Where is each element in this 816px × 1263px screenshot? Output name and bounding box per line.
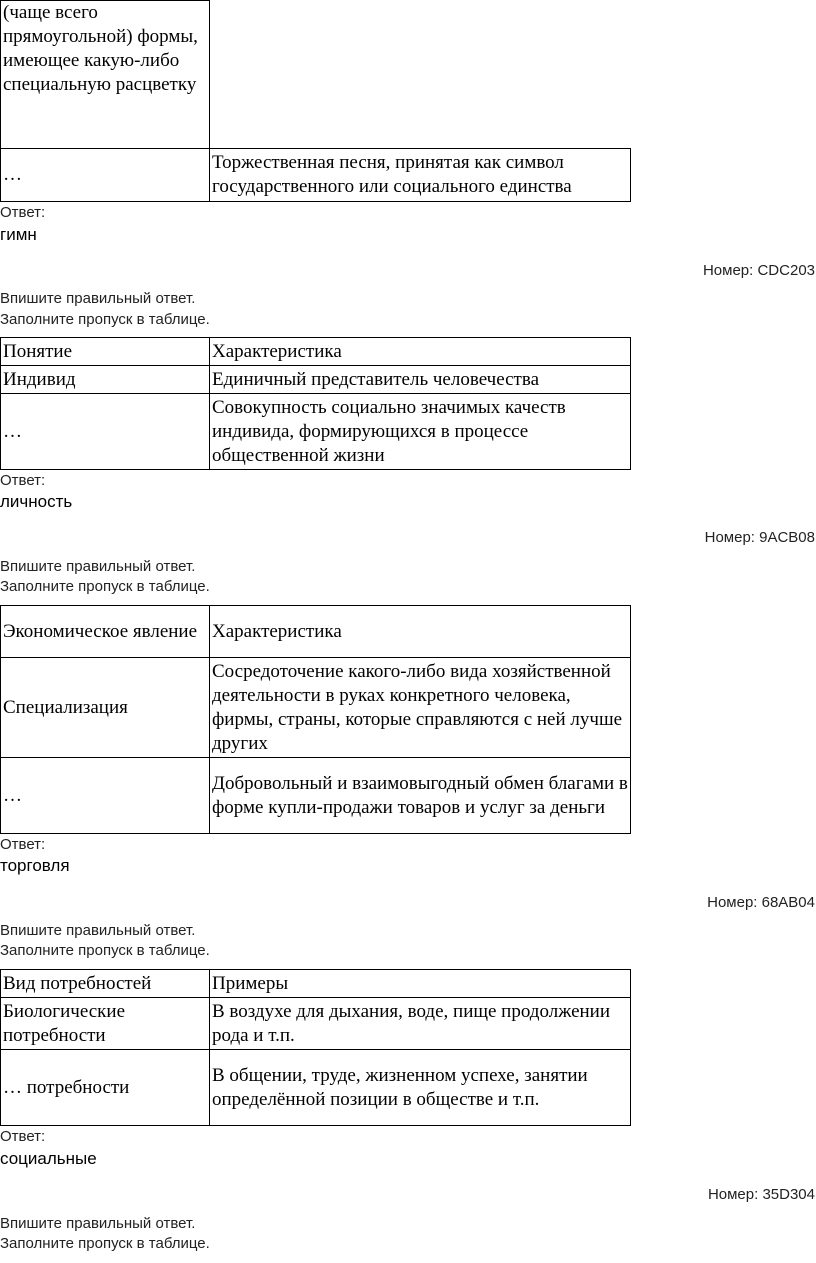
- cell-blank: … потребности: [1, 1050, 210, 1126]
- cell-blank: …: [1, 149, 210, 202]
- instruction: Впишите правильный ответ.: [0, 1215, 196, 1232]
- table-row: [1, 394, 631, 470]
- cell-characteristic: В воздухе для дыхания, воде, пище продолжении рода и т.п.: [210, 998, 631, 1050]
- instruction: Впишите правильный ответ.: [0, 558, 196, 575]
- table-1: [0, 0, 631, 202]
- answer-label: Ответ:: [0, 836, 46, 853]
- cell-characteristic: Добровольный и взаимовыгодный обмен благами в форме купли-продажи товаров и услуг за деньги: [210, 758, 631, 834]
- table-row: [1, 606, 631, 658]
- question-number: Номер: 68AB04: [707, 894, 815, 911]
- table-row: [1, 1, 631, 149]
- question-number: Номер: 9ACB08: [704, 529, 815, 546]
- cell-characteristic: Единичный представитель человечества: [210, 366, 631, 394]
- table-row: [1, 758, 631, 834]
- answer-label: Ответ:: [0, 472, 46, 489]
- cell-term: (чаще всего прямоугольной) формы, имеющее какую-либо специальную расцветку: [1, 1, 210, 149]
- header-cell: Характеристика: [210, 338, 631, 366]
- cell-blank: …: [1, 758, 210, 834]
- instruction: Заполните пропуск в таблице.: [0, 578, 210, 595]
- question-number: Номер: CDC203: [702, 262, 815, 279]
- table-row: [1, 366, 631, 394]
- instruction: Заполните пропуск в таблице.: [0, 942, 210, 959]
- header-cell: Характеристика: [210, 606, 631, 658]
- question-number: Номер: 35D304: [707, 1186, 815, 1203]
- cell-characteristic: Совокупность социально значимых качеств индивида, формирующихся в процессе общественной жизни: [210, 394, 631, 470]
- table-row: [1, 338, 631, 366]
- instruction: Заполните пропуск в таблице.: [0, 1235, 210, 1252]
- table-row: [1, 970, 631, 998]
- table-row: [1, 998, 631, 1050]
- cell-blank: …: [1, 394, 210, 470]
- answer-label: Ответ:: [0, 1128, 46, 1145]
- cell-term: Индивид: [1, 366, 210, 394]
- cell-characteristic: Сосредоточение какого-либо вида хозяйственной деятельности в руках конкретного человека, фирмы, страны, которые справляются с ней лучше других: [210, 658, 631, 758]
- cell-empty: [210, 1, 631, 149]
- cell-characteristic: Торжественная песня, принятая как символ государственного или социального единства: [210, 149, 631, 202]
- table-row: [1, 1050, 631, 1126]
- header-cell: Понятие: [1, 338, 210, 366]
- table-row: [1, 149, 631, 202]
- instruction: Впишите правильный ответ.: [0, 290, 196, 307]
- header-cell: Примеры: [210, 970, 631, 998]
- header-cell: Вид потребностей: [1, 970, 210, 998]
- answer-value: личность: [0, 492, 73, 511]
- instruction: Заполните пропуск в таблице.: [0, 311, 210, 328]
- answer-value: гимн: [0, 225, 37, 244]
- table-4: [0, 969, 631, 1126]
- answer-label: Ответ:: [0, 204, 46, 221]
- cell-term: Специализация: [1, 658, 210, 758]
- answer-value: торговля: [0, 856, 70, 875]
- instruction: Впишите правильный ответ.: [0, 922, 196, 939]
- answer-value: социальные: [0, 1149, 97, 1168]
- table-row: [1, 658, 631, 758]
- cell-characteristic: В общении, труде, жизненном успехе, занятии определённой позиции в обществе и т.п.: [210, 1050, 631, 1126]
- header-cell: Экономическое явление: [1, 606, 210, 658]
- cell-term: Биологические потребности: [1, 998, 210, 1050]
- table-3: [0, 605, 631, 834]
- table-2: [0, 337, 631, 470]
